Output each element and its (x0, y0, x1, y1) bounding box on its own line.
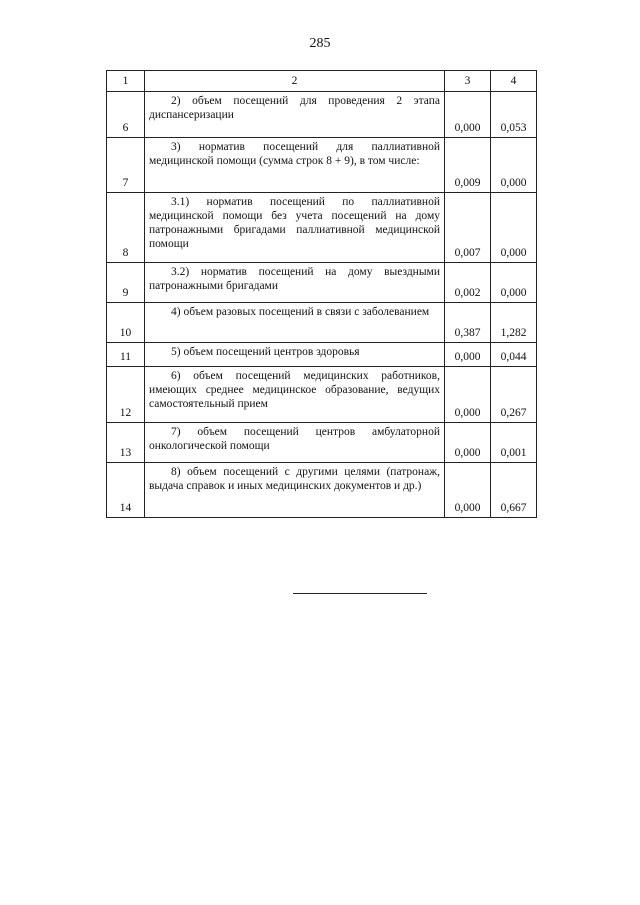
table-row (107, 138, 537, 193)
row-description-text: 6) объем посещений медицинских работников, имеющих среднее медицинское образование, ведущих самостоятельный прием (149, 370, 440, 410)
row-description-text: 3) норматив посещений для паллиативной медицинской помощи (сумма строк 8 + 9), в том числе: (149, 141, 440, 167)
row-description (145, 92, 445, 138)
row-number: 9 (107, 263, 145, 303)
row-value-col3: 0,000 (445, 343, 491, 367)
row-value-col4: 0,667 (491, 463, 537, 518)
row-value-col4: 1,282 (491, 303, 537, 343)
row-description (145, 303, 445, 343)
row-number: 8 (107, 193, 145, 263)
row-description-text: 3.2) норматив посещений на дому выездными патронажными бригадами (149, 266, 440, 292)
row-value-col4: 0,044 (491, 343, 537, 367)
row-description-text: 8) объем посещений с другими целями (патронаж, выдача справок и иных медицинских документов и др.) (149, 466, 440, 492)
row-description (145, 138, 445, 193)
row-value-col3: 0,387 (445, 303, 491, 343)
closing-rule-line (293, 593, 427, 594)
row-number: 12 (107, 367, 145, 423)
row-value-col3: 0,009 (445, 138, 491, 193)
row-number: 14 (107, 463, 145, 518)
row-value-col4: 0,053 (491, 92, 537, 138)
row-description (145, 463, 445, 518)
row-number: 11 (107, 343, 145, 367)
column-header-4: 4 (491, 71, 537, 92)
row-value-col3: 0,000 (445, 463, 491, 518)
page-number: 285 (309, 36, 331, 51)
row-description (145, 423, 445, 463)
row-number: 13 (107, 423, 145, 463)
row-value-col3: 0,000 (445, 92, 491, 138)
row-description (145, 367, 445, 423)
row-description (145, 193, 445, 263)
table-row (107, 367, 537, 423)
column-header-1: 1 (107, 71, 145, 92)
table-row (107, 423, 537, 463)
row-number: 6 (107, 92, 145, 138)
table-row (107, 263, 537, 303)
table-header-row (107, 71, 537, 92)
row-description-text: 2) объем посещений для проведения 2 этапа диспансеризации (149, 95, 440, 121)
table-row (107, 193, 537, 263)
row-number: 7 (107, 138, 145, 193)
row-value-col4: 0,001 (491, 423, 537, 463)
norms-table (106, 70, 537, 518)
column-header-3: 3 (445, 71, 491, 92)
row-description-text: 7) объем посещений центров амбулаторной онкологической помощи (149, 426, 440, 452)
row-value-col4: 0,000 (491, 263, 537, 303)
row-value-col3: 0,000 (445, 367, 491, 423)
row-description (145, 343, 445, 367)
table-row (107, 92, 537, 138)
row-value-col4: 0,000 (491, 193, 537, 263)
row-value-col3: 0,007 (445, 193, 491, 263)
row-description-text: 4) объем разовых посещений в связи с заболеванием (171, 306, 430, 318)
table-row (107, 303, 537, 343)
row-value-col4: 0,267 (491, 367, 537, 423)
row-description-text: 5) объем посещений центров здоровья (171, 346, 360, 358)
table-row (107, 343, 537, 367)
row-number: 10 (107, 303, 145, 343)
row-description (145, 263, 445, 303)
row-value-col3: 0,002 (445, 263, 491, 303)
row-description-text: 3.1) норматив посещений по паллиативной медицинской помощи без учета посещений на дому патронажными бригадами паллиативной медицинской помощи (149, 196, 440, 250)
row-value-col4: 0,000 (491, 138, 537, 193)
column-header-2: 2 (145, 71, 445, 92)
table-row (107, 463, 537, 518)
row-value-col3: 0,000 (445, 423, 491, 463)
